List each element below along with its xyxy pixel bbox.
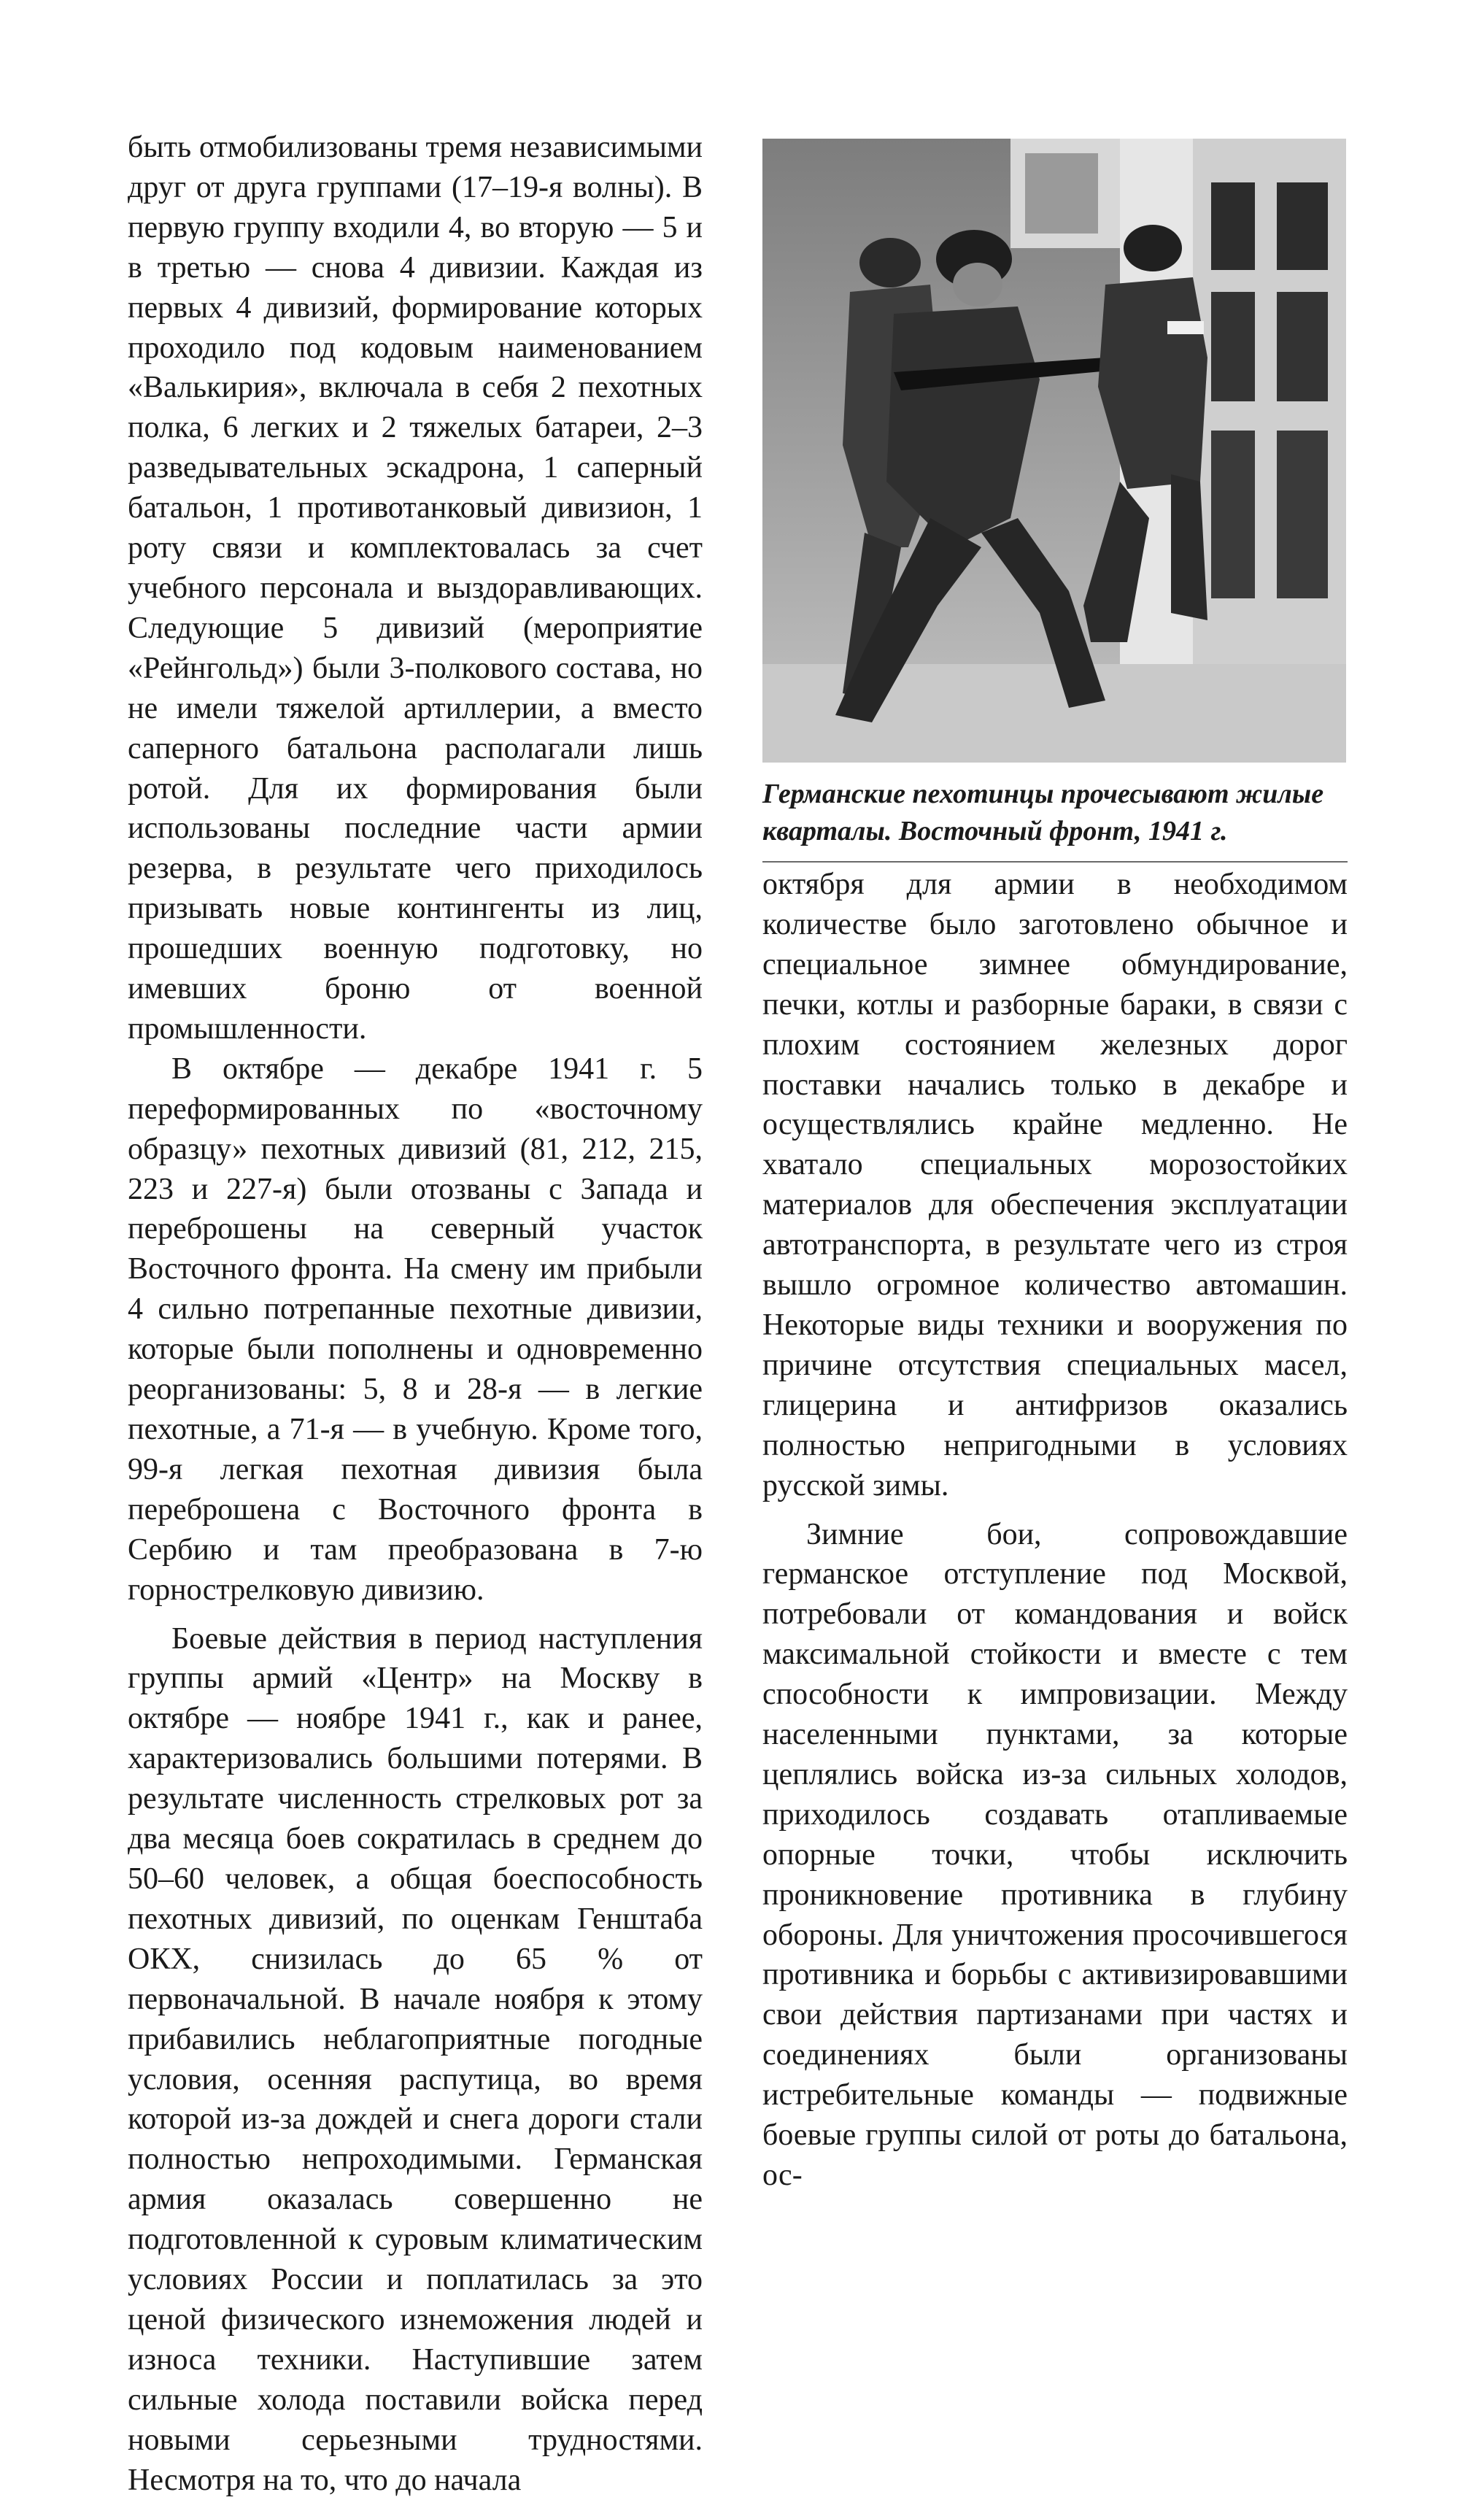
- helmet: [1124, 225, 1182, 271]
- door-panel: [1211, 182, 1255, 270]
- door-panel: [1277, 292, 1328, 401]
- right-text-column: [762, 865, 1348, 2196]
- caption-divider: [762, 861, 1348, 863]
- window-pane: [1025, 153, 1098, 234]
- soldiers-photo: [762, 139, 1346, 763]
- door-panel: [1211, 292, 1255, 401]
- left-text-column: [128, 128, 703, 2500]
- door-panel: [1277, 431, 1328, 598]
- right-paragraph-2: Зимние бои, сопровождавшие германское отступление под Москвой, потребовали от командования и войск максимальной стойкости и вместе с тем способности к импровизации. Между населенными пунктами, за которые цеплялись войска из-за сильных холодов, приходилось создавать отапливаемые опорные точки, чтобы исключить проникновение противника в глубину обороны. Для уничтожения просочившегося противника и борьбы с активизировавшими свои действия партизанами при частях и соединениях были организованы истребительные команды — подвижные боевые группы силой от роты до батальона, ос-: [762, 1517, 1348, 2192]
- door-panel: [1211, 431, 1255, 598]
- right-paragraph-1: октября для армии в необходимом количестве было заготовлено обычное и специальное зимнее обмундирование, печки, котлы и разборные бараки, в связи с плохим состоянием железных дорог поставки начались только в декабре и осуществлялись крайне медленно. Не хватало специальных морозостойких материалов для обеспечения эксплуатации автотранспорта, в результате чего из строя вышло огромное количество автомашин. Некоторые виды техники и вооружения по причине отсутствия специальных масел, глицерина и антифризов оказались полностью непригодными в условиях русской зимы.: [762, 868, 1348, 1502]
- left-paragraph-3: Боевые действия в период наступления группы армий «Центр» на Москву в октябре — ноябре 1941 г., как и ранее, характеризовались большими потерями. В результате численность стрелковых рот за два месяца боев сократилась в среднем до 50–60 человек, а общая боеспособность пехотных дивизий, по оценкам Генштаба ОКХ, снизилась до 65 % от первоначальной. В начале ноября к этому прибавились неблагоприятные погодные условия, осенняя распутица, во время которой из-за дождей и снега дороги стали полностью непроходимыми. Германская армия оказалась совершенно не подготовленной к суровым климатическим условиях России и поплатилась за это ценой физического изнеможения людей и износа техники. Наступившие затем сильные холода поставили войска перед новыми серьезными трудностями. Несмотря на то, что до начала: [128, 1621, 703, 2497]
- left-paragraph-2: В октябре — декабре 1941 г. 5 переформированных по «восточному образцу» пехотных дивизий (81, 212, 215, 223 и 227-я) были отозваны с Запада и переброшены на северный участок Восточного фронта. На смену им прибыли 4 сильно потрепанные пехотные дивизии, которые были пополнены и одновременно реорганизованы: 5, 8 и 28-я — в легкие пехотные, а 71-я — в учебную. Кроме того, 99-я легкая пехотная дивизия была переброшена с Восточного фронта в Сербию и там преобразована в 7-ю горнострелковую дивизию.: [128, 1052, 703, 1607]
- door-panel: [1277, 182, 1328, 270]
- left-paragraph-1: быть отмобилизованы тремя независимыми друг от друга группами (17–19-я волны). В первую группу входили 4, во вторую — 5 и в третью — снова 4 дивизии. Каждая из первых 4 дивизий, формирование которых проходило под кодовым наименованием «Валькирия», включала в себя 2 пехотных полка, 6 легких и 2 тяжелых батареи, 2–3 разведывательных эскадрона, 1 саперный батальон, 1 противотанковый дивизион, 1 роту связи и комплектовалась за счет учебного персонала и выздоравливающих. Следующие 5 дивизий (мероприятие «Рейнгольд») были 3-полкового состава, но не имели тяжелой артиллерии, а вместо саперного батальона располагали лишь ротой. Для их формирования были использованы последние части армии резерва, в результате чего приходилось призывать новые контингенты из лиц, прошедших военную подготовку, но имевших броню от военной промышленности.: [128, 131, 703, 1046]
- photo-illustration: [762, 139, 1346, 763]
- helmet: [859, 238, 921, 288]
- photo-caption: Германские пехотинцы прочесывают жилые кварталы. Восточный фронт, 1941 г.: [762, 779, 1324, 846]
